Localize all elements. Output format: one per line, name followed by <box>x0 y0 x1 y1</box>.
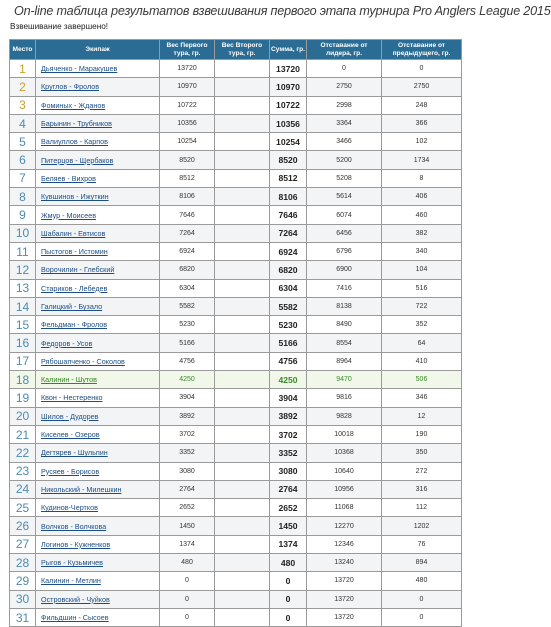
team-cell <box>36 114 160 132</box>
total-weight: 8106 <box>270 188 307 206</box>
gap-to-leader: 8964 <box>307 352 382 370</box>
team-link[interactable]: Стариков - Лебедев <box>41 283 108 293</box>
gap-to-previous: 350 <box>382 444 462 462</box>
place-number: 20 <box>10 407 36 425</box>
team-link[interactable]: Дегтярев - Шульпин <box>41 448 108 458</box>
gap-to-leader: 8490 <box>307 316 382 334</box>
weight-round2 <box>215 334 270 352</box>
total-weight: 4250 <box>270 371 307 389</box>
gap-to-previous: 722 <box>382 297 462 315</box>
weight-round1: 6820 <box>160 261 215 279</box>
weight-round1: 7264 <box>160 224 215 242</box>
gap-to-leader: 11068 <box>307 499 382 517</box>
gap-to-previous: 506 <box>382 371 462 389</box>
table-row <box>10 60 462 78</box>
place-number: 21 <box>10 425 36 443</box>
gap-to-previous: 112 <box>382 499 462 517</box>
gap-to-previous: 248 <box>382 96 462 114</box>
team-cell <box>36 389 160 407</box>
gap-to-leader: 2750 <box>307 78 382 96</box>
gap-to-previous: 272 <box>382 462 462 480</box>
place-number: 6 <box>10 151 36 169</box>
weight-round2 <box>215 499 270 517</box>
place-number: 31 <box>10 608 36 626</box>
place-number: 1 <box>10 60 36 78</box>
gap-to-previous: 76 <box>382 535 462 553</box>
gap-to-previous: 382 <box>382 224 462 242</box>
weight-round1: 4250 <box>160 371 215 389</box>
total-weight: 7264 <box>270 224 307 242</box>
table-row <box>10 133 462 151</box>
weight-round2 <box>215 572 270 590</box>
place-number: 5 <box>10 133 36 151</box>
weight-round2 <box>215 114 270 132</box>
team-cell <box>36 334 160 352</box>
weight-round1: 6924 <box>160 242 215 260</box>
team-cell <box>36 425 160 443</box>
place-number: 12 <box>10 261 36 279</box>
place-number: 14 <box>10 297 36 315</box>
team-link[interactable]: Рыгов - Кузьмичев <box>41 558 103 568</box>
gap-to-previous: 406 <box>382 188 462 206</box>
team-cell <box>36 188 160 206</box>
place-number: 29 <box>10 572 36 590</box>
weight-round2 <box>215 206 270 224</box>
weight-round2 <box>215 407 270 425</box>
gap-to-previous: 352 <box>382 316 462 334</box>
total-weight: 0 <box>270 608 307 626</box>
gap-to-leader: 9816 <box>307 389 382 407</box>
weight-round1: 13720 <box>160 60 215 78</box>
table-row <box>10 261 462 279</box>
weight-round1: 0 <box>160 572 215 590</box>
team-cell <box>36 535 160 553</box>
gap-to-previous: 0 <box>382 60 462 78</box>
team-link[interactable]: Беляев - Вихров <box>41 173 96 183</box>
gap-to-previous: 8 <box>382 169 462 187</box>
team-link[interactable]: Калинин - Шутов <box>41 375 97 385</box>
gap-to-leader: 10368 <box>307 444 382 462</box>
weight-round2 <box>215 608 270 626</box>
place-number: 28 <box>10 554 36 572</box>
weight-round1: 7646 <box>160 206 215 224</box>
total-weight: 10356 <box>270 114 307 132</box>
weight-round2 <box>215 96 270 114</box>
results-table-body <box>10 60 462 627</box>
place-number: 2 <box>10 78 36 96</box>
table-row <box>10 188 462 206</box>
place-number: 7 <box>10 169 36 187</box>
team-cell <box>36 608 160 626</box>
weight-round1: 2764 <box>160 480 215 498</box>
gap-to-leader: 5200 <box>307 151 382 169</box>
team-cell <box>36 352 160 370</box>
weight-round2 <box>215 60 270 78</box>
place-number: 30 <box>10 590 36 608</box>
gap-to-leader: 6456 <box>307 224 382 242</box>
gap-to-previous: 1202 <box>382 517 462 535</box>
team-link[interactable]: Шилов - Дудорев <box>41 411 99 421</box>
gap-to-leader: 6796 <box>307 242 382 260</box>
header-team: Экипаж <box>36 40 160 60</box>
gap-to-leader: 12346 <box>307 535 382 553</box>
total-weight: 5582 <box>270 297 307 315</box>
weight-round2 <box>215 389 270 407</box>
weight-round1: 5582 <box>160 297 215 315</box>
weight-round2 <box>215 462 270 480</box>
gap-to-leader: 8554 <box>307 334 382 352</box>
table-row <box>10 206 462 224</box>
team-cell <box>36 499 160 517</box>
gap-to-previous: 12 <box>382 407 462 425</box>
weight-round2 <box>215 316 270 334</box>
team-link[interactable]: Русяев - Борисов <box>41 466 100 476</box>
team-link[interactable]: Волчков - Волчкова <box>41 521 107 531</box>
table-row <box>10 407 462 425</box>
gap-to-leader: 9470 <box>307 371 382 389</box>
team-link[interactable]: Ворочилин - Глебский <box>41 265 115 275</box>
gap-to-previous: 190 <box>382 425 462 443</box>
total-weight: 10970 <box>270 78 307 96</box>
team-cell <box>36 279 160 297</box>
weight-round2 <box>215 279 270 297</box>
total-weight: 10722 <box>270 96 307 114</box>
table-row <box>10 96 462 114</box>
place-number: 13 <box>10 279 36 297</box>
team-link[interactable]: Шабалин - Евтисов <box>41 228 106 238</box>
team-cell <box>36 261 160 279</box>
team-cell <box>36 78 160 96</box>
team-cell <box>36 224 160 242</box>
place-number: 19 <box>10 389 36 407</box>
place-number: 25 <box>10 499 36 517</box>
gap-to-previous: 2750 <box>382 78 462 96</box>
gap-to-leader: 13720 <box>307 608 382 626</box>
total-weight: 3904 <box>270 389 307 407</box>
table-row <box>10 279 462 297</box>
weight-round1: 480 <box>160 554 215 572</box>
gap-to-leader: 3364 <box>307 114 382 132</box>
table-row <box>10 389 462 407</box>
total-weight: 3080 <box>270 462 307 480</box>
table-row <box>10 316 462 334</box>
header-weight-round1: Вес Первого тура, гр. <box>160 40 215 60</box>
team-cell <box>36 316 160 334</box>
weight-round1: 5166 <box>160 334 215 352</box>
place-number: 16 <box>10 334 36 352</box>
total-weight: 1450 <box>270 517 307 535</box>
team-link[interactable]: Фильдшин - Сысоев <box>41 613 109 623</box>
gap-to-previous: 102 <box>382 133 462 151</box>
header-gap-previous: Отставание от предыдущего, гр. <box>382 40 462 60</box>
total-weight: 2652 <box>270 499 307 517</box>
header-gap-leader: Отставание от лидера, гр. <box>307 40 382 60</box>
team-cell <box>36 517 160 535</box>
weight-round1: 3892 <box>160 407 215 425</box>
team-cell <box>36 554 160 572</box>
gap-to-leader: 2998 <box>307 96 382 114</box>
gap-to-previous: 516 <box>382 279 462 297</box>
total-weight: 7646 <box>270 206 307 224</box>
table-row <box>10 151 462 169</box>
table-row <box>10 242 462 260</box>
weight-round1: 6304 <box>160 279 215 297</box>
team-cell <box>36 169 160 187</box>
team-link[interactable]: Дьяченко - Маракушев <box>41 64 118 74</box>
gap-to-leader: 5614 <box>307 188 382 206</box>
weight-round1: 0 <box>160 590 215 608</box>
total-weight: 2764 <box>270 480 307 498</box>
total-weight: 6820 <box>270 261 307 279</box>
total-weight: 6924 <box>270 242 307 260</box>
gap-to-leader: 8138 <box>307 297 382 315</box>
gap-to-leader: 6074 <box>307 206 382 224</box>
team-link[interactable]: Барынин - Трубников <box>41 119 112 129</box>
table-row <box>10 78 462 96</box>
total-weight: 3892 <box>270 407 307 425</box>
weight-round2 <box>215 224 270 242</box>
total-weight: 8512 <box>270 169 307 187</box>
weight-round1: 10254 <box>160 133 215 151</box>
header-weight-round2: Вес Второго тура, гр. <box>215 40 270 60</box>
gap-to-previous: 410 <box>382 352 462 370</box>
table-row <box>10 572 462 590</box>
table-row <box>10 462 462 480</box>
weight-round1: 4756 <box>160 352 215 370</box>
gap-to-leader: 10018 <box>307 425 382 443</box>
weight-round2 <box>215 188 270 206</box>
team-cell <box>36 572 160 590</box>
team-cell <box>36 407 160 425</box>
weight-round2 <box>215 261 270 279</box>
weight-round1: 3702 <box>160 425 215 443</box>
table-row <box>10 224 462 242</box>
team-link[interactable]: Кудинов-Чертков <box>41 503 98 513</box>
weight-round1: 8106 <box>160 188 215 206</box>
team-cell <box>36 297 160 315</box>
weight-round1: 10356 <box>160 114 215 132</box>
team-cell <box>36 242 160 260</box>
gap-to-leader: 5208 <box>307 169 382 187</box>
weight-round2 <box>215 352 270 370</box>
table-row <box>10 425 462 443</box>
team-cell <box>36 133 160 151</box>
team-link[interactable]: Киселев - Озеров <box>41 430 100 440</box>
gap-to-previous: 460 <box>382 206 462 224</box>
total-weight: 4756 <box>270 352 307 370</box>
table-row <box>10 444 462 462</box>
table-row <box>10 352 462 370</box>
weight-round1: 10722 <box>160 96 215 114</box>
gap-to-leader: 7416 <box>307 279 382 297</box>
total-weight: 8520 <box>270 151 307 169</box>
total-weight: 5230 <box>270 316 307 334</box>
team-link[interactable]: Галицкий - Бузало <box>41 302 103 311</box>
gap-to-previous: 340 <box>382 242 462 260</box>
team-link[interactable]: Фельдман - Фролов <box>41 320 108 330</box>
weight-round1: 3904 <box>160 389 215 407</box>
weight-round2 <box>215 554 270 572</box>
gap-to-previous: 366 <box>382 114 462 132</box>
total-weight: 3702 <box>270 425 307 443</box>
place-number: 11 <box>10 242 36 260</box>
gap-to-previous: 0 <box>382 590 462 608</box>
weight-round1: 3080 <box>160 462 215 480</box>
table-row <box>10 334 462 352</box>
total-weight: 0 <box>270 572 307 590</box>
team-cell <box>36 480 160 498</box>
team-cell <box>36 96 160 114</box>
gap-to-leader: 10956 <box>307 480 382 498</box>
team-link[interactable]: Валиуллов - Карпов <box>41 137 108 147</box>
table-row <box>10 480 462 498</box>
team-link[interactable]: Никольский - Милешкин <box>41 484 122 494</box>
weight-round2 <box>215 297 270 315</box>
place-number: 17 <box>10 352 36 370</box>
table-row <box>10 371 462 389</box>
team-cell <box>36 206 160 224</box>
total-weight: 6304 <box>270 279 307 297</box>
team-link[interactable]: Кувшинов - Ижуткин <box>41 192 109 202</box>
team-link[interactable]: Жмур - Моисеев <box>41 210 97 220</box>
table-row <box>10 169 462 187</box>
place-number: 3 <box>10 96 36 114</box>
header-total: Сумма, гр. <box>270 40 307 60</box>
gap-to-leader: 13240 <box>307 554 382 572</box>
gap-to-previous: 64 <box>382 334 462 352</box>
team-link[interactable]: Круглов - Фролов <box>41 82 100 92</box>
table-row <box>10 114 462 132</box>
gap-to-leader: 10640 <box>307 462 382 480</box>
total-weight: 13720 <box>270 60 307 78</box>
page-title: On-line таблица результатов взвешивания первого этапа турнира Pro Anglers League 2015 <box>14 4 551 18</box>
team-link[interactable]: Пыстогов - Истомин <box>41 247 108 257</box>
gap-to-leader: 12270 <box>307 517 382 535</box>
weight-round1: 2652 <box>160 499 215 517</box>
weight-round1: 8520 <box>160 151 215 169</box>
gap-to-leader: 0 <box>307 60 382 78</box>
team-link[interactable]: Калинин - Метлин <box>41 576 101 586</box>
total-weight: 480 <box>270 554 307 572</box>
team-link[interactable]: Логинов - Кужненков <box>41 539 111 549</box>
total-weight: 1374 <box>270 535 307 553</box>
gap-to-previous: 316 <box>382 480 462 498</box>
team-link[interactable]: Питерцов - Щербаков <box>41 155 114 165</box>
results-table-header <box>10 40 462 60</box>
place-number: 4 <box>10 114 36 132</box>
weight-round1: 5230 <box>160 316 215 334</box>
weight-round2 <box>215 425 270 443</box>
weight-round2 <box>215 535 270 553</box>
total-weight: 10254 <box>270 133 307 151</box>
gap-to-leader: 6900 <box>307 261 382 279</box>
team-cell <box>36 462 160 480</box>
team-link[interactable]: Квон - Нестеренко <box>41 393 103 403</box>
total-weight: 5166 <box>270 334 307 352</box>
weight-round1: 10970 <box>160 78 215 96</box>
gap-to-leader: 3466 <box>307 133 382 151</box>
header-place: Место <box>10 40 36 60</box>
weighing-status: Взвешивание завершено! <box>10 22 109 31</box>
table-row <box>10 554 462 572</box>
place-number: 26 <box>10 517 36 535</box>
team-link[interactable]: Островский - Чуйков <box>41 594 110 604</box>
weight-round1: 8512 <box>160 169 215 187</box>
total-weight: 3352 <box>270 444 307 462</box>
table-row <box>10 535 462 553</box>
gap-to-previous: 480 <box>382 572 462 590</box>
place-number: 15 <box>10 316 36 334</box>
place-number: 10 <box>10 224 36 242</box>
place-number: 23 <box>10 462 36 480</box>
place-number: 18 <box>10 371 36 389</box>
weight-round2 <box>215 371 270 389</box>
gap-to-leader: 13720 <box>307 590 382 608</box>
team-cell <box>36 60 160 78</box>
weight-round1: 3352 <box>160 444 215 462</box>
table-row <box>10 608 462 626</box>
weight-round2 <box>215 151 270 169</box>
gap-to-previous: 1734 <box>382 151 462 169</box>
team-link[interactable]: Рябошапченко - Соколов <box>41 356 125 366</box>
weight-round1: 0 <box>160 608 215 626</box>
table-row <box>10 590 462 608</box>
place-number: 8 <box>10 188 36 206</box>
team-link[interactable]: Федоров - Усов <box>41 338 93 348</box>
weight-round2 <box>215 590 270 608</box>
weight-round1: 1374 <box>160 535 215 553</box>
weight-round2 <box>215 517 270 535</box>
weight-round1: 1450 <box>160 517 215 535</box>
gap-to-previous: 894 <box>382 554 462 572</box>
weight-round2 <box>215 169 270 187</box>
place-number: 9 <box>10 206 36 224</box>
team-cell <box>36 371 160 389</box>
gap-to-leader: 9828 <box>307 407 382 425</box>
place-number: 27 <box>10 535 36 553</box>
team-cell <box>36 590 160 608</box>
table-row <box>10 517 462 535</box>
team-link[interactable]: Фоминых - Жданов <box>41 100 106 110</box>
weight-round2 <box>215 78 270 96</box>
weight-round2 <box>215 444 270 462</box>
gap-to-previous: 104 <box>382 261 462 279</box>
total-weight: 0 <box>270 590 307 608</box>
weight-round2 <box>215 133 270 151</box>
header-row <box>10 40 462 60</box>
gap-to-previous: 0 <box>382 608 462 626</box>
results-table <box>9 39 462 627</box>
gap-to-previous: 346 <box>382 389 462 407</box>
table-row <box>10 297 462 315</box>
table-row <box>10 499 462 517</box>
gap-to-leader: 13720 <box>307 572 382 590</box>
weight-round2 <box>215 480 270 498</box>
place-number: 22 <box>10 444 36 462</box>
place-number: 24 <box>10 480 36 498</box>
team-cell <box>36 151 160 169</box>
weight-round2 <box>215 242 270 260</box>
team-cell <box>36 444 160 462</box>
